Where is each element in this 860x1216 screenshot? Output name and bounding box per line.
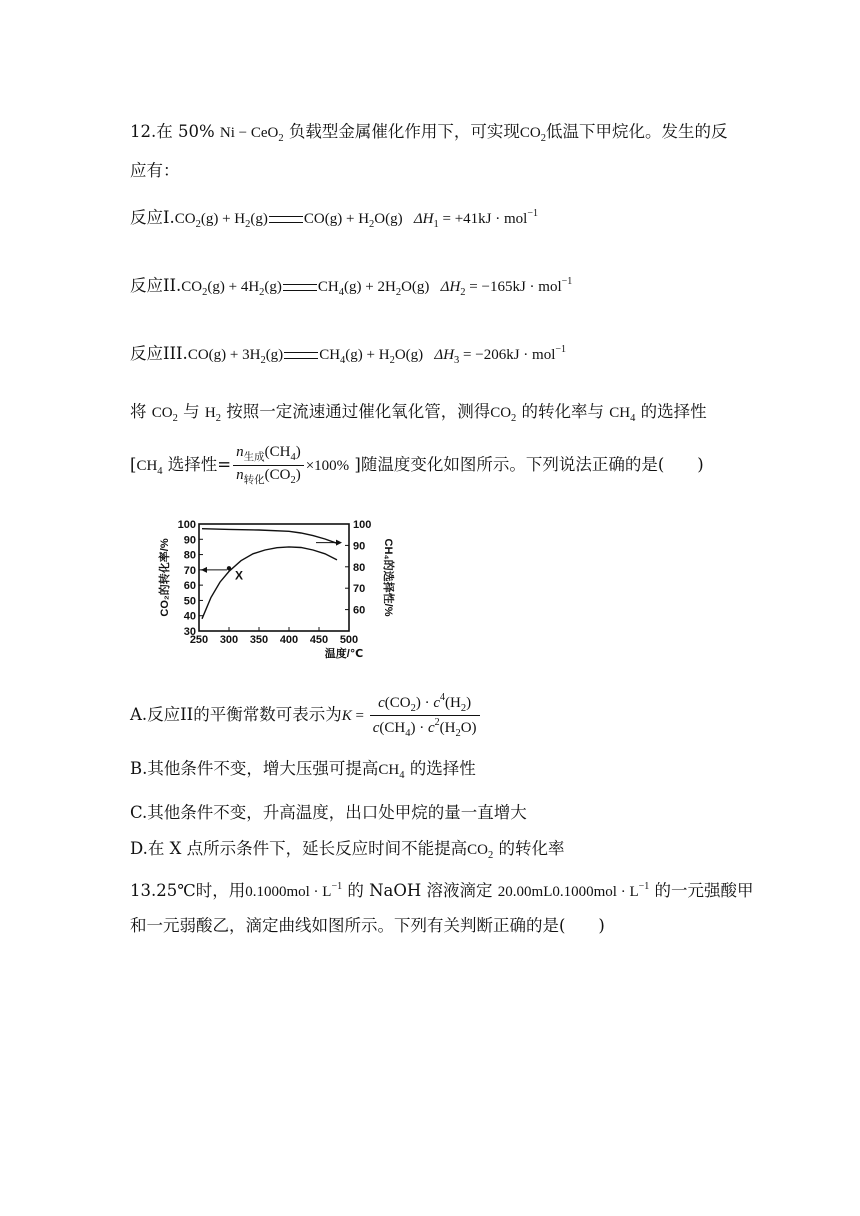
right-arrow-head	[336, 540, 342, 546]
reaction-2: 反应$II.CO_2(g) + 4H_2(g) CH_4(g) + 2H_2O(g) \Delta H_2 = -165kJ \cdot mol^{-1}$	[130, 276, 573, 298]
question-number: 12.	[130, 122, 157, 141]
y-right-tick-label: 90	[353, 540, 366, 553]
y-left-tick-label: 80	[183, 549, 196, 562]
q12-intro-line2: 应有：	[130, 161, 180, 180]
x-tick-label: 400	[279, 634, 299, 646]
y-left-tick-label: 70	[183, 564, 196, 577]
option-a: A.反应II的平衡常数可表示为K = $\frac{c(CO_2) \cdot c^4(H_2)}{c(CH_4) \cdot c^2(H_2O)}$	[130, 692, 482, 739]
left-arrow-head	[201, 567, 207, 573]
co2-conversion-curve	[202, 547, 337, 619]
option-d: D.在 X 点所示条件下，延长反应时间不能提高$CO_2$ 的转化率	[130, 839, 565, 861]
point-x-label: X	[235, 568, 244, 583]
q12-intro-line1: 12.在 50% Ni − CeO$_2$ 负载型金属催化作用下，可实现$CO_2$低温下甲烷化。发生的反	[130, 122, 728, 144]
x-tick-label: 450	[309, 634, 329, 646]
selectivity-fraction: $\frac{n_{生成}(CH_4)}{n_{转化}(CO_2)}$	[233, 444, 304, 487]
reaction-1: 反应$I.CO_2(g) + H_2(g) CO(g) + H_2O(g) \Delta H_1 = +41kJ \cdot mol^{-1}$	[130, 208, 538, 230]
y-left-tick-label: 60	[183, 580, 196, 593]
selectivity-definition: [$CH_4$ 选择性= $\frac{n_{生成}(CH_4)}{n_{转化}(CO_2)}$ ×100% ]随温度变化如图所示。下列说法正确的是( )	[130, 444, 704, 486]
y-left-tick-label: 100	[177, 519, 196, 531]
y-right-axis-label: CH₄的选择性/%	[382, 538, 394, 617]
y-left-tick-label: 90	[183, 534, 196, 547]
q13-line1: 13.25℃时，用$0.1000mol \cdot L^{-1}$ 的 NaOH 溶液滴定 $20.00mL0.1000mol \cdot L^{-1}$ 的一元强酸甲	[130, 881, 754, 900]
ch4-selectivity-curve	[202, 529, 337, 544]
option-b: B.其他条件不变，增大压强可提高$CH_4$ 的选择性	[130, 759, 476, 781]
y-left-tick-label: 40	[183, 610, 196, 623]
y-right-tick-label: 80	[353, 561, 366, 574]
conversion-selectivity-chart	[154, 510, 394, 665]
y-left-tick-label: 50	[183, 595, 196, 608]
q12-setup: 将 $CO_2$ 与 $H_2$ 按照一定流速通过催化氧化管，测得$CO_2$ 的转化率与 $CH_4$ 的选择性	[130, 402, 707, 424]
option-c: C.其他条件不变，升高温度，出口处甲烷的量一直增大	[130, 803, 527, 822]
x-tick-label: 300	[219, 634, 239, 646]
equilibrium-constant-fraction: $\frac{c(CO_2) \cdot c^4(H_2)}{c(CH_4) \cdot c^2(H_2O)}$	[370, 692, 480, 739]
reaction-3: 反应$III.CO(g) + 3H_2(g) CH_4(g) + H_2O(g) \Delta H_3 = -206kJ \cdot mol^{-1}$	[130, 344, 567, 366]
y-right-tick-label: 70	[353, 583, 366, 596]
x-tick-label: 500	[339, 634, 359, 646]
y-left-axis-label: CO₂的转化率/%	[159, 538, 171, 617]
x-tick-label: 250	[189, 634, 209, 646]
x-axis-label: 温度/℃	[324, 648, 364, 660]
y-left-tick-label: 30	[183, 626, 196, 638]
point-x-marker	[227, 566, 231, 570]
y-right-tick-label: 60	[353, 604, 366, 617]
y-right-tick-label: 100	[353, 519, 372, 531]
q13-line2: 和一元弱酸乙，滴定曲线如图所示。下列有关判断正确的是( )	[130, 916, 605, 935]
x-tick-label: 350	[249, 634, 269, 646]
